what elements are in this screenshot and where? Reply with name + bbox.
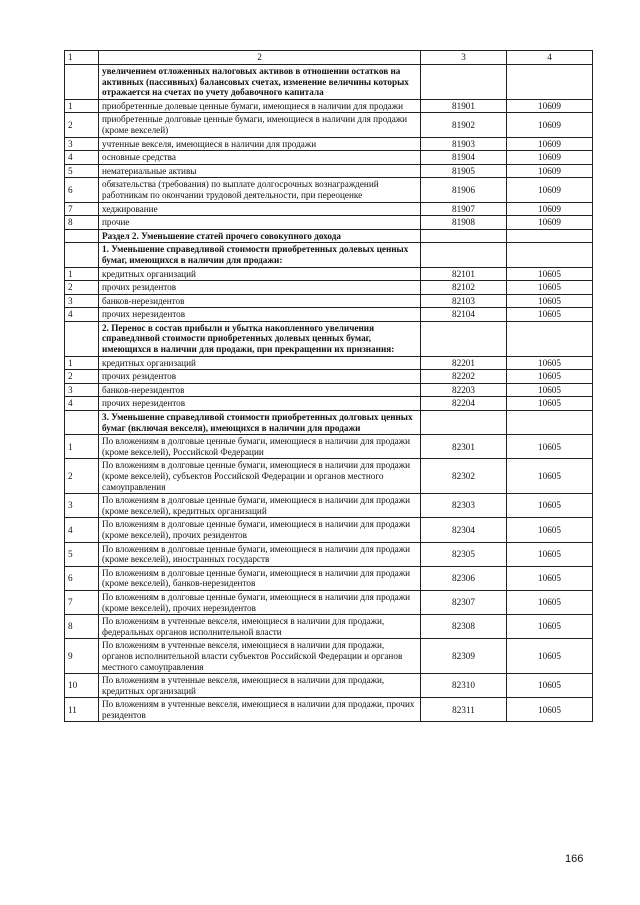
row-number: 4 <box>65 308 99 322</box>
account-code: 81901 <box>421 99 507 113</box>
account-code: 82305 <box>421 542 507 566</box>
balance-account-code: 10605 <box>507 308 593 322</box>
row-number: 2 <box>65 113 99 137</box>
balance-account-code: 10605 <box>507 542 593 566</box>
row-description: приобретенные долевые ценные бумаги, имеющиеся в наличии для продажи <box>99 99 421 113</box>
balance-account-code: 10605 <box>507 566 593 590</box>
account-code: 81908 <box>421 216 507 230</box>
row-description: По вложениям в долговые ценные бумаги, имеющиеся в наличии для продажи (кроме векселей), субъектов Российской Федерации и органов местного самоуправления <box>99 459 421 494</box>
row-description: По вложениям в учтенные векселя, имеющиеся в наличии для продажи, кредитных организаций <box>99 674 421 698</box>
account-code <box>421 229 507 243</box>
table-row <box>65 356 593 370</box>
balance-account-code: 10609 <box>507 99 593 113</box>
table-row <box>65 397 593 411</box>
table-row <box>65 698 593 722</box>
column-number-4: 4 <box>507 51 593 65</box>
account-code: 82309 <box>421 639 507 674</box>
row-description: По вложениям в долговые ценные бумаги, имеющиеся в наличии для продажи (кроме векселей), прочих резидентов <box>99 518 421 542</box>
balance-account-code: 10609 <box>507 178 593 202</box>
balance-account-code: 10605 <box>507 383 593 397</box>
balance-account-code: 10605 <box>507 494 593 518</box>
row-number <box>65 411 99 435</box>
row-description: прочих нерезидентов <box>99 397 421 411</box>
accounts-table <box>64 50 593 722</box>
table-row <box>65 674 593 698</box>
balance-account-code: 10609 <box>507 216 593 230</box>
account-code: 81907 <box>421 202 507 216</box>
table-row <box>65 281 593 295</box>
table-row <box>65 518 593 542</box>
account-code: 82310 <box>421 674 507 698</box>
section-heading-row <box>65 65 593 100</box>
table-row <box>65 99 593 113</box>
row-description: банков-нерезидентов <box>99 383 421 397</box>
column-number-2: 2 <box>99 51 421 65</box>
row-number: 3 <box>65 383 99 397</box>
row-number: 5 <box>65 164 99 178</box>
account-code: 82304 <box>421 518 507 542</box>
row-description: По вложениям в учтенные векселя, имеющиеся в наличии для продажи, федеральных органов исполнительной власти <box>99 615 421 639</box>
row-number: 1 <box>65 99 99 113</box>
row-description: По вложениям в учтенные векселя, имеющиеся в наличии для продажи, органов исполнительной власти субъектов Российской Федерации и органов местного самоуправления <box>99 639 421 674</box>
table-row <box>65 267 593 281</box>
balance-account-code: 10605 <box>507 639 593 674</box>
section-heading-row <box>65 243 593 267</box>
account-code: 82303 <box>421 494 507 518</box>
row-description: банков-нерезидентов <box>99 294 421 308</box>
row-number: 3 <box>65 494 99 518</box>
balance-account-code: 10605 <box>507 356 593 370</box>
row-number: 7 <box>65 202 99 216</box>
balance-account-code: 10605 <box>507 294 593 308</box>
account-code: 81902 <box>421 113 507 137</box>
section-heading-row <box>65 321 593 356</box>
account-code: 82302 <box>421 459 507 494</box>
account-code <box>421 411 507 435</box>
table-row <box>65 615 593 639</box>
column-number-row <box>65 51 593 65</box>
row-number: 1 <box>65 356 99 370</box>
row-description: 3. Уменьшение справедливой стоимости приобретенных долговых ценных бумаг (включая векселя), имеющихся в наличии для продажи <box>99 411 421 435</box>
account-code: 82307 <box>421 590 507 614</box>
balance-account-code: 10605 <box>507 397 593 411</box>
row-description: нематериальные активы <box>99 164 421 178</box>
account-code: 81904 <box>421 151 507 165</box>
page-number: 166 <box>565 853 584 865</box>
balance-account-code <box>507 411 593 435</box>
balance-account-code: 10605 <box>507 674 593 698</box>
row-number <box>65 321 99 356</box>
row-description: прочие <box>99 216 421 230</box>
row-number <box>65 65 99 100</box>
table-row <box>65 542 593 566</box>
balance-account-code: 10605 <box>507 615 593 639</box>
table-row <box>65 151 593 165</box>
row-number: 2 <box>65 370 99 384</box>
row-description: 2. Перенос в состав прибыли и убытка накопленного увеличения справедливой стоимости приобретенных долевых ценных бумаг, имеющихся в наличии для продажи, при прекращении их признания: <box>99 321 421 356</box>
table-row <box>65 216 593 230</box>
account-code: 82311 <box>421 698 507 722</box>
row-number: 11 <box>65 698 99 722</box>
account-code <box>421 321 507 356</box>
row-number: 8 <box>65 216 99 230</box>
account-code: 82308 <box>421 615 507 639</box>
row-number <box>65 229 99 243</box>
balance-account-code: 10609 <box>507 202 593 216</box>
accounts-table-body <box>65 51 593 722</box>
account-code <box>421 243 507 267</box>
balance-account-code <box>507 65 593 100</box>
row-number: 10 <box>65 674 99 698</box>
table-row <box>65 202 593 216</box>
row-number: 4 <box>65 151 99 165</box>
balance-account-code: 10605 <box>507 459 593 494</box>
row-number: 2 <box>65 459 99 494</box>
row-description: обязательства (требования) по выплате долгосрочных вознаграждений работникам по окончании трудовой деятельности, при переоценке <box>99 178 421 202</box>
row-description: основные средства <box>99 151 421 165</box>
section-heading-row <box>65 411 593 435</box>
row-description: кредитных организаций <box>99 356 421 370</box>
row-description: По вложениям в долговые ценные бумаги, имеющиеся в наличии для продажи (кроме векселей), Российской Федерации <box>99 435 421 459</box>
row-description: По вложениям в долговые ценные бумаги, имеющиеся в наличии для продажи (кроме векселей), иностранных государств <box>99 542 421 566</box>
account-code: 82104 <box>421 308 507 322</box>
table-row <box>65 459 593 494</box>
account-code <box>421 65 507 100</box>
section-heading-row <box>65 229 593 243</box>
row-description: По вложениям в долговые ценные бумаги, имеющиеся в наличии для продажи (кроме векселей), прочих нерезидентов <box>99 590 421 614</box>
account-code: 82301 <box>421 435 507 459</box>
row-number: 4 <box>65 518 99 542</box>
row-description: По вложениям в долговые ценные бумаги, имеющиеся в наличии для продажи (кроме векселей), банков-нерезидентов <box>99 566 421 590</box>
account-code: 82103 <box>421 294 507 308</box>
table-row <box>65 294 593 308</box>
column-number-1: 1 <box>65 51 99 65</box>
table-row <box>65 494 593 518</box>
balance-account-code: 10609 <box>507 164 593 178</box>
account-code: 82204 <box>421 397 507 411</box>
balance-account-code: 10605 <box>507 590 593 614</box>
row-description: По вложениям в долговые ценные бумаги, имеющиеся в наличии для продажи (кроме векселей), кредитных организаций <box>99 494 421 518</box>
column-number-3: 3 <box>421 51 507 65</box>
row-number: 7 <box>65 590 99 614</box>
account-code: 82203 <box>421 383 507 397</box>
row-description: прочих нерезидентов <box>99 308 421 322</box>
table-row <box>65 566 593 590</box>
balance-account-code: 10605 <box>507 281 593 295</box>
table-row <box>65 639 593 674</box>
account-code: 82202 <box>421 370 507 384</box>
row-number: 2 <box>65 281 99 295</box>
table-row <box>65 383 593 397</box>
balance-account-code: 10609 <box>507 137 593 151</box>
table-row <box>65 137 593 151</box>
row-number: 3 <box>65 294 99 308</box>
account-code: 81906 <box>421 178 507 202</box>
balance-account-code: 10609 <box>507 151 593 165</box>
row-number: 4 <box>65 397 99 411</box>
row-number: 5 <box>65 542 99 566</box>
row-number: 6 <box>65 566 99 590</box>
balance-account-code: 10605 <box>507 435 593 459</box>
row-number <box>65 243 99 267</box>
balance-account-code <box>507 321 593 356</box>
row-number: 1 <box>65 435 99 459</box>
row-description: кредитных организаций <box>99 267 421 281</box>
balance-account-code <box>507 229 593 243</box>
table-row <box>65 164 593 178</box>
row-description: учтенные векселя, имеющиеся в наличии для продажи <box>99 137 421 151</box>
table-row <box>65 308 593 322</box>
row-description: приобретенные долговые ценные бумаги, имеющиеся в наличии для продажи (кроме векселей) <box>99 113 421 137</box>
row-number: 9 <box>65 639 99 674</box>
row-description: прочих резидентов <box>99 281 421 295</box>
row-description: Раздел 2. Уменьшение статей прочего совокупного дохода <box>99 229 421 243</box>
account-code: 82101 <box>421 267 507 281</box>
balance-account-code: 10605 <box>507 370 593 384</box>
table-row <box>65 370 593 384</box>
balance-account-code: 10609 <box>507 113 593 137</box>
account-code: 81903 <box>421 137 507 151</box>
balance-account-code <box>507 243 593 267</box>
table-row <box>65 178 593 202</box>
table-row <box>65 435 593 459</box>
row-number: 6 <box>65 178 99 202</box>
balance-account-code: 10605 <box>507 518 593 542</box>
row-number: 8 <box>65 615 99 639</box>
account-code: 82306 <box>421 566 507 590</box>
row-description: хеджирование <box>99 202 421 216</box>
row-description: 1. Уменьшение справедливой стоимости приобретенных долевых ценных бумаг, имеющихся в наличии для продажи: <box>99 243 421 267</box>
row-description: прочих резидентов <box>99 370 421 384</box>
balance-account-code: 10605 <box>507 267 593 281</box>
row-description: По вложениям в учтенные векселя, имеющиеся в наличии для продажи, прочих резидентов <box>99 698 421 722</box>
table-row <box>65 113 593 137</box>
account-code: 82102 <box>421 281 507 295</box>
row-description: увеличением отложенных налоговых активов в отношении остатков на активных (пассивных) балансовых счетах, изменение величины которых отражается на счетах по учету добавочного капитала <box>99 65 421 100</box>
row-number: 1 <box>65 267 99 281</box>
row-number: 3 <box>65 137 99 151</box>
account-code: 82201 <box>421 356 507 370</box>
balance-account-code: 10605 <box>507 698 593 722</box>
account-code: 81905 <box>421 164 507 178</box>
table-row <box>65 590 593 614</box>
